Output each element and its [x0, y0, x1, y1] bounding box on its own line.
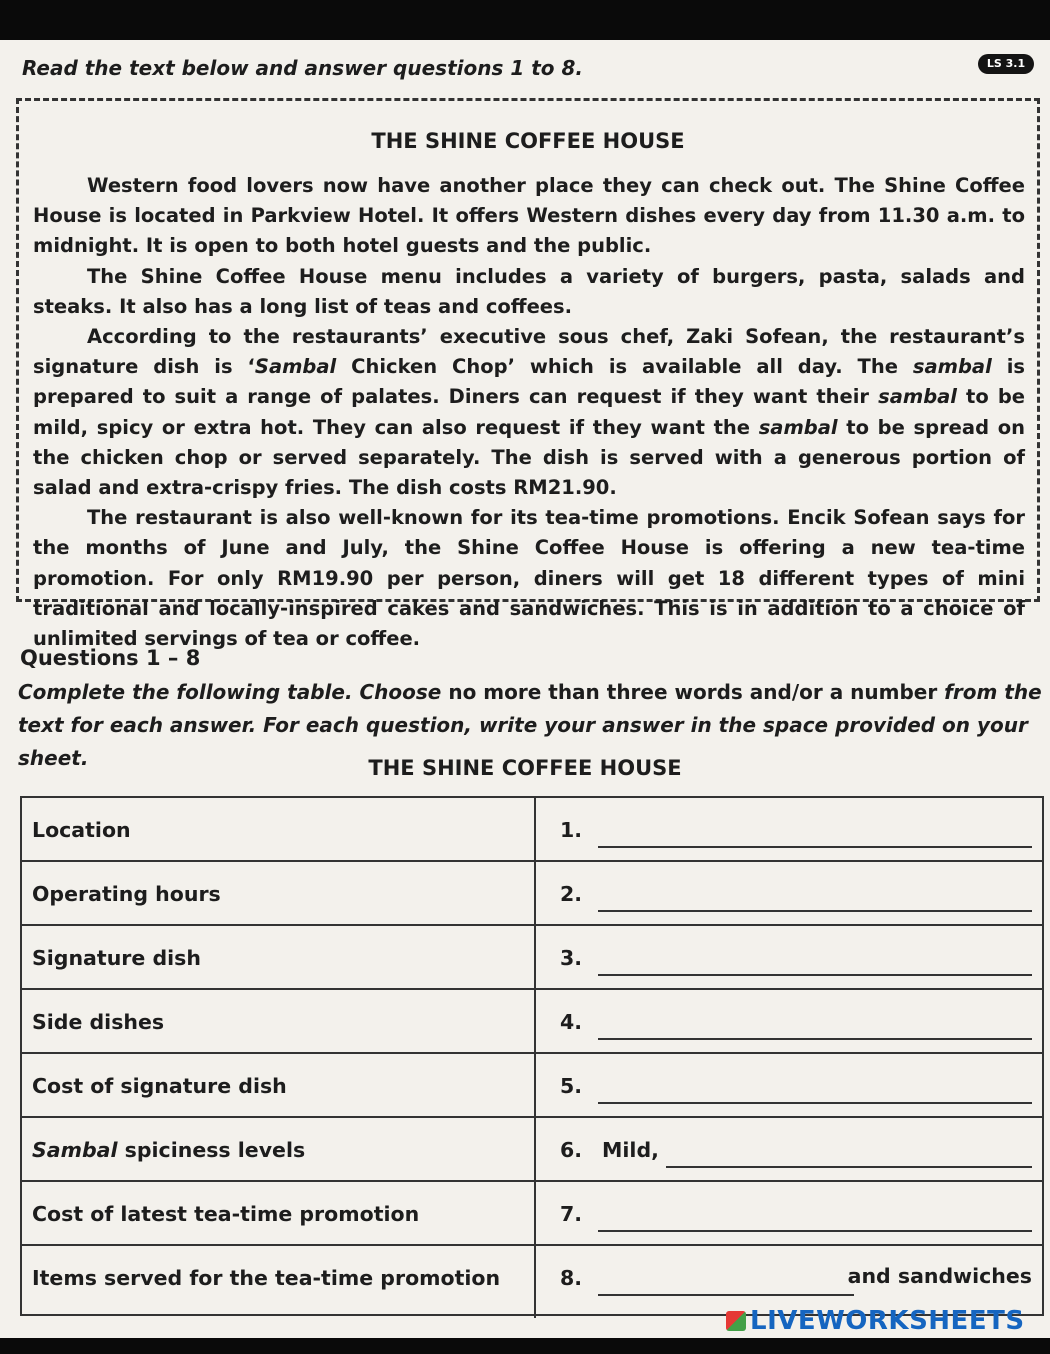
answer-prefix: Mild, — [602, 1138, 659, 1162]
answer-blank-6[interactable] — [666, 1166, 1032, 1168]
passage-text — [33, 171, 1025, 654]
table-row — [22, 798, 1042, 862]
ls-badge: LS 3.1 — [978, 54, 1034, 74]
sambal-italic: sambal — [878, 385, 957, 409]
instruction-emphasis: no more than three words and/or a number — [448, 680, 938, 704]
table-row — [22, 1118, 1042, 1182]
sambal-italic: sambal — [758, 415, 838, 439]
row-label: Location — [32, 818, 131, 842]
row-label: Signature dish — [32, 946, 201, 970]
reading-instruction: Read the text below and answer questions 1 to 8. — [22, 56, 583, 80]
paragraph-4: The restaurant is also well-known for its tea-time promotions. Encik Sofean says for the months of June and July, the Shine Coffee House is offering a new tea-time promotion. For only RM19.90 per person, diners will get 18 different types of mini traditional and locally-inspired cakes and sandwiches. This is in addition to a choice of unlimited servings of tea or coffee. — [33, 506, 1025, 651]
answer-blank-4[interactable] — [598, 1010, 1032, 1040]
answer-blank-3[interactable] — [598, 946, 1032, 976]
paragraph-3: According to the restaurants’ executive sous chef, Zaki Sofean, the restaurant’s signature dish is ‘Sambal Chicken Chop’ which is available all day. The sambal is prepared to suit a range of palates. Diners can request if they want their sambal to be mild, spicy or extra hot. They can also request if they want the sambal to be spread on the chicken chop or served separately. The dish is served with a generous portion of salad and extra-crispy fries. The dish costs RM21.90. — [33, 325, 1026, 500]
question-number: 1. — [560, 818, 583, 842]
row-label: Cost of latest tea-time promotion — [32, 1202, 420, 1226]
answer-blank-5[interactable] — [598, 1074, 1032, 1104]
question-number: 7. — [560, 1202, 583, 1226]
table-row — [22, 862, 1042, 926]
passage-box — [16, 98, 1040, 651]
row-label — [32, 1138, 305, 1162]
answer-blank-1[interactable] — [598, 818, 1032, 848]
table-row — [22, 926, 1042, 990]
paragraph-2: The Shine Coffee House menu includes a variety of burgers, pasta, salads and steaks. It also has a long list of teas and coffees. — [33, 264, 1025, 318]
question-number: 4. — [560, 1010, 583, 1034]
table-row — [22, 1182, 1042, 1246]
question-number: 2. — [560, 882, 583, 906]
instruction-part1: Complete the following table. Choose — [18, 680, 449, 704]
question-number: 6. — [560, 1138, 583, 1162]
question-number: 3. — [560, 946, 583, 970]
liveworksheets-logo-icon — [726, 1311, 746, 1331]
instruction-part2: from the text for each answer. For each question, write your answer in the space provided on your sheet. — [18, 680, 1042, 770]
question-number: 5. — [560, 1074, 583, 1098]
watermark-text: LIVEWORKSHEETS — [750, 1306, 1025, 1336]
row-label: Cost of signature dish — [32, 1074, 287, 1098]
liveworksheets-watermark — [726, 1306, 1025, 1336]
top-black-bar — [0, 0, 1050, 40]
answer-suffix: and sandwiches — [847, 1264, 1032, 1288]
answer-blank-2[interactable] — [598, 882, 1032, 912]
answer-table — [20, 796, 1044, 1316]
row-label: Operating hours — [32, 882, 221, 906]
table-title: THE SHINE COFFEE HOUSE — [368, 756, 682, 780]
row-label: Side dishes — [32, 1010, 165, 1034]
sambal-italic: Sambal — [254, 355, 337, 379]
bottom-black-bar — [0, 1338, 1050, 1354]
table-row — [22, 1054, 1042, 1118]
sambal-italic: sambal — [912, 355, 992, 379]
questions-heading: Questions 1 – 8 — [20, 646, 201, 670]
table-row — [22, 990, 1042, 1054]
answer-blank-7[interactable] — [598, 1202, 1032, 1232]
row-label: Items served for the tea-time promotion — [32, 1266, 501, 1290]
passage-title: THE SHINE COFFEE HOUSE — [371, 129, 685, 153]
answer-blank-8[interactable] — [598, 1294, 854, 1296]
question-number: 8. — [560, 1266, 583, 1290]
paragraph-1: Western food lovers now have another place they can check out. The Shine Coffee House is located in Parkview Hotel. It offers Western dishes every day from 11.30 a.m. to midnight. It is open to both hotel guests and the public. — [33, 174, 1025, 258]
sambal-italic: Sambal — [32, 1138, 118, 1162]
row-label-rest: spiciness levels — [117, 1138, 306, 1162]
